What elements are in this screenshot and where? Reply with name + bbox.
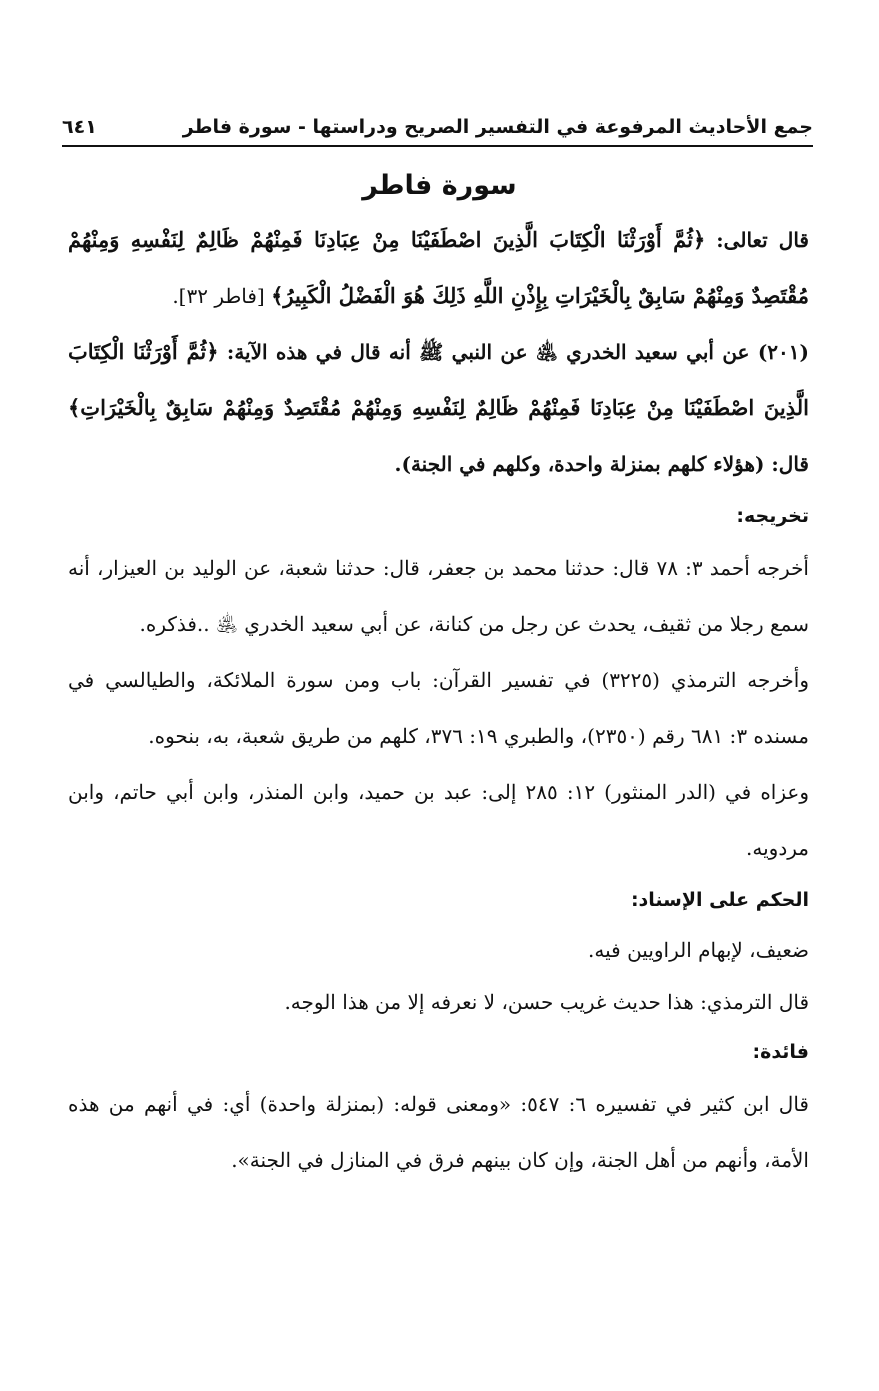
verse-paragraph — [68, 212, 809, 324]
hukm-paragraph-1: ضعيف، لإبهام الراويين فيه. — [588, 938, 809, 962]
hadith-text-1: (٢٠١) عن أبي سعيد الخدري ﵁ عن النبي ﷺ أنه قال في هذه الآية: — [218, 340, 809, 364]
hukm-paragraph-2: قال الترمذي: هذا حديث غريب حسن، لا نعرفه إلا من هذا الوجه. — [284, 990, 809, 1014]
running-header — [62, 116, 813, 146]
takhrij-paragraph-3: وعزاه في (الدر المنثور) ١٢: ٢٨٥ إلى: عبد بن حميد، وابن المنذر، وابن أبي حاتم، وابن مردويه. — [68, 780, 809, 860]
hukm-heading: الحكم على الإسناد: — [630, 889, 809, 911]
takhrij-heading: تخريجه: — [736, 505, 809, 527]
faida-heading: فائدة: — [752, 1041, 809, 1063]
takhrij-paragraph-2: وأخرجه الترمذي (٣٢٢٥) في تفسير القرآن: باب ومن سورة الملائكة، والطيالسي في مسنده ٣: ٦٨١ رقم (٢٣٥٠)، والطبري ١٩: ٣٧٦، كلهم من طريق شعبة، به، بنحوه. — [68, 668, 809, 748]
header-title: جمع الأحاديث المرفوعة في التفسير الصريح ودراستها - سورة فاطر — [182, 116, 813, 138]
hadith-text-2: قال: (هؤلاء كلهم بمنزلة واحدة، وكلهم في الجنة). — [394, 452, 809, 476]
verse-reference: [فاطر ٣٢]. — [172, 284, 272, 308]
hadith-quran: ﴿ثُمَّ أَوْرَثْنَا الْكِتَابَ الَّذِينَ اصْطَفَيْنَا مِنْ عِبَادِنَا فَمِنْهُمْ ظَالِمٌ لِنَفْسِهِ وَمِنْهُمْ مُقْتَصِدٌ وَمِنْهُمْ سَابِقٌ بِالْخَيْرَاتِ﴾ — [68, 339, 809, 420]
hadith-paragraph — [68, 324, 809, 492]
surah-title: سورة فاطر — [362, 170, 517, 201]
header-divider — [62, 145, 813, 147]
page-content — [68, 212, 809, 1188]
verse-text: ﴿ثُمَّ أَوْرَثْنَا الْكِتَابَ الَّذِينَ اصْطَفَيْنَا مِنْ عِبَادِنَا فَمِنْهُمْ ظَالِمٌ لِنَفْسِهِ وَمِنْهُمْ مُقْتَصِدٌ وَمِنْهُمْ سَابِقٌ بِالْخَيْرَاتِ بِإِذْنِ اللَّهِ ذَلِكَ هُوَ الْفَضْلُ الْكَبِيرُ﴾ — [68, 227, 809, 308]
takhrij-paragraph-1: أخرجه أحمد ٣: ٧٨ قال: حدثنا محمد بن جعفر، قال: حدثنا شعبة، عن الوليد بن العيزار، أنه سمع رجلا من ثقيف، يحدث عن رجل من كنانة، عن أبي سعيد الخدري ﵁ ..فذكره. — [68, 556, 809, 636]
faida-paragraph: قال ابن كثير في تفسيره ٦: ٥٤٧: «ومعنى قوله: (بمنزلة واحدة) أي: في أنهم من هذه الأمة، وأنهم من أهل الجنة، وإن كان بينهم فرق في المنازل في الجنة». — [68, 1092, 809, 1172]
verse-intro: قال تعالى: — [705, 228, 809, 252]
page-number: ٦٤١ — [62, 116, 97, 138]
